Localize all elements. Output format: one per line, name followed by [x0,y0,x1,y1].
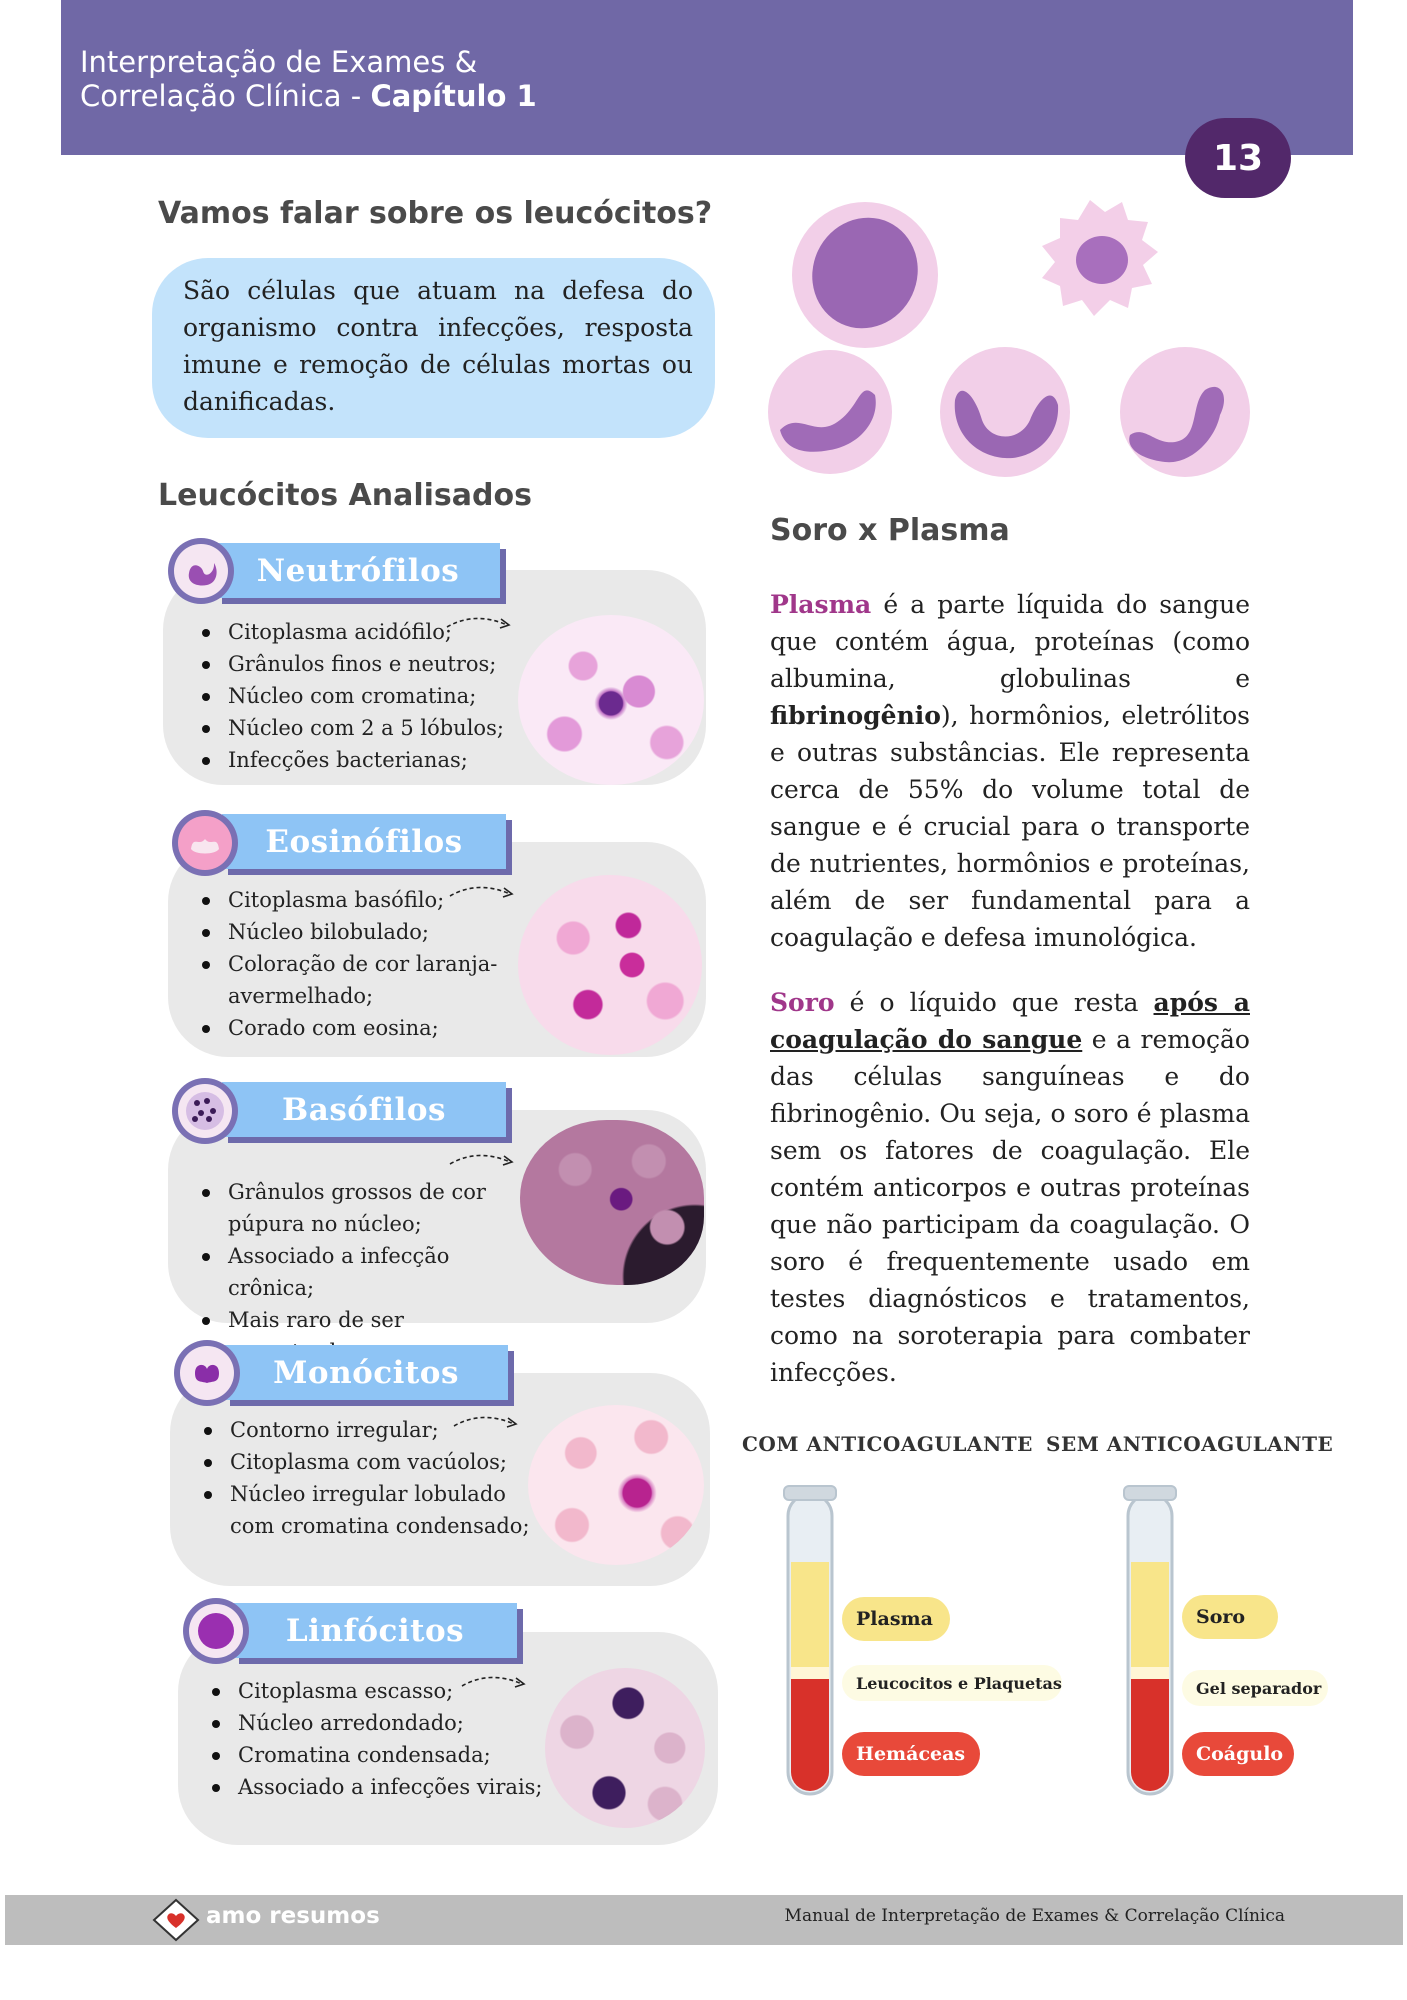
dashed-arrow-icon [448,882,518,902]
dashed-arrow-icon [452,1412,522,1432]
list-item: Cromatina condensada; [208,1739,543,1771]
page-number-badge: 13 [1185,118,1291,198]
list-item: Citoplasma com vacúolos; [200,1446,530,1478]
neutrophil-icon [168,538,234,604]
hemaceas-pill: Hemáceas [842,1732,980,1776]
cell-eosinophil-illustration [940,347,1070,477]
list-neutrofilos [198,616,504,776]
header-title [80,45,537,113]
footer-logo-text: amo resumos [206,1903,380,1929]
label-eosinofilos: Eosinófilos [222,814,506,869]
plasma-pill: Plasma [842,1597,950,1641]
list-monocitos [200,1414,530,1542]
list-item: Contorno irregular; [200,1414,530,1446]
cell-neutrophil-illustration [1120,347,1250,477]
list-item: Grânulos finos e neutros; [198,648,504,680]
without-anticoagulant-title: SEM ANTICOAGULANTE [1046,1432,1334,1456]
soro-plasma-heading: Soro x Plasma [770,513,1010,548]
label-monocitos: Monócitos [224,1345,508,1400]
monocyte-micrograph [528,1405,704,1565]
leucocitos-pill: Leucocitos e Plaquetas [842,1665,1062,1701]
list-item: Citoplasma acidófilo; [198,616,504,648]
intro-heading: Vamos falar sobre os leucócitos? [158,196,713,231]
list-item: Grânulos grossos de cor púpura no núcleo; [198,1176,528,1240]
list-item: Núcleo irregular lobulado com cromatina condensado; [200,1478,530,1542]
intro-text: São células que atuam na defesa do organismo contra infecções, resposta imune e remoção de células mortas ou danificadas. [183,276,693,416]
eosinophil-icon [172,810,238,876]
gel-separador-pill: Gel separador [1182,1670,1328,1706]
list-item: Associado a infecções virais; [208,1771,543,1803]
label-basofilos: Basófilos [222,1082,506,1137]
list-item: Núcleo com cromatina; [198,680,504,712]
tube-without-anticoagulant [1120,1482,1180,1820]
cell-lymphocyte-illustration [792,200,938,348]
header-title-line1: Interpretação de Exames & [80,45,478,79]
soro-paragraph: Soro é o líquido que resta após a coagulação do sangue e a remoção das células sanguíneas e do fibrinogênio. Ou seja, o soro é plasma sem os fatores de coagulação. Ele contém anticorpos e outras proteínas que não participam da coagulação. O soro é frequentemente usado em testes diagnósticos e tratamentos, como na soroterapia para combater infecções. [770,988,1250,1387]
monocyte-icon [174,1340,240,1406]
cell-spiky-illustration [1042,200,1158,316]
list-eosinofilos [198,884,498,1044]
list-item: Núcleo arredondado; [208,1707,543,1739]
coagulo-pill: Coágulo [1182,1732,1294,1776]
list-item: Citoplasma basófilo; [198,884,498,916]
list-item: Infecções bacterianas; [198,744,504,776]
list-item: Associado a infecção crônica; [198,1240,528,1304]
list-item: Corado com eosina; [198,1012,498,1044]
heart-logo-icon [150,1896,202,1944]
chapter-label: Capítulo 1 [370,79,537,113]
list-item: Mais raro de ser [198,1304,528,1368]
dashed-arrow-icon [448,1150,518,1170]
list-item: Núcleo bilobulado; [198,916,498,948]
soro-pill: Soro [1182,1595,1278,1639]
neutrophil-micrograph [518,615,704,785]
list-item: Núcleo com 2 a 5 lóbulos; [198,712,504,744]
lymphocyte-micrograph [545,1668,705,1828]
list-basofilos [198,1176,528,1368]
tube-with-anticoagulant [780,1482,840,1820]
plasma-keyword: Plasma [770,590,872,619]
footer-text: Manual de Interpretação de Exames & Correlação Clínica [784,1906,1285,1926]
cell-monocyte-illustration [768,350,892,474]
list-linfocitos [208,1675,543,1803]
list-item: Citoplasma escasso; [208,1675,543,1707]
leukocyte-illustrations [760,180,1260,480]
label-neutrofilos: Neutrófilos [216,543,500,598]
fibrinogenio-bold: fibrinogênio [770,701,941,730]
header-title-line2: Correlação Clínica - Capítulo 1 [80,79,537,113]
basophil-icon [172,1078,238,1144]
analyzed-heading: Leucócitos Analisados [158,478,532,513]
lymphocyte-icon [183,1598,249,1664]
list-item: Coloração de cor laranja-avermelhado; [198,948,498,1012]
with-anticoagulant-title: COM ANTICOAGULANTE [742,1432,1033,1456]
label-linfocitos: Linfócitos [233,1603,517,1658]
soro-keyword: Soro [770,988,835,1017]
plasma-paragraph: Plasma é a parte líquida do sangue que contém água, proteínas (como albumina, globulinas e fibrinogênio), hormônios, eletrólitos e outras substâncias. Ele representa cerca de 55% do volume total de sangue e é crucial para o transporte de nutrientes, hormônios e proteínas, além de ser fundamental para a coagulação e defesa imunológica. [770,590,1250,952]
dashed-arrow-icon [460,1672,530,1692]
dashed-arrow-icon [445,613,515,633]
soro-underline: após a coagulação do sangue [770,988,1250,1054]
eosinophil-micrograph [518,875,702,1055]
